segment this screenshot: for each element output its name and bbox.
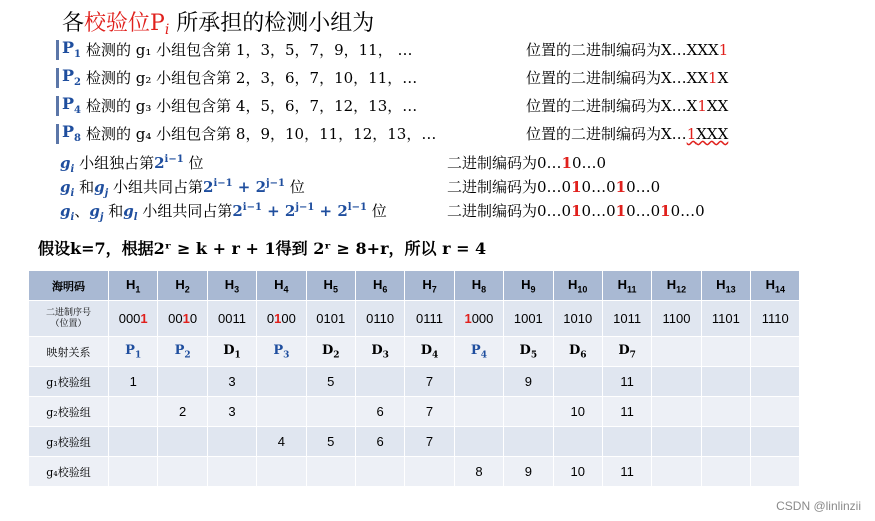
code-part: 二进制编码为0…0 <box>447 178 572 196</box>
code-part: 1 <box>660 202 671 220</box>
mapping-row <box>29 337 800 367</box>
binary-label <box>29 301 109 337</box>
group-text: 小组共同占第 <box>137 202 233 220</box>
mapping-cell <box>405 337 454 367</box>
group-check-cell: 2 <box>158 397 207 427</box>
group-check-cell <box>454 427 503 457</box>
group-check-cell <box>306 397 355 427</box>
binary-cell: 1100 <box>652 301 701 337</box>
parity-code <box>526 95 728 116</box>
group-check-cell: 7 <box>405 397 454 427</box>
code-part: 二进制编码为0… <box>447 154 562 172</box>
group-check-cell <box>553 427 602 457</box>
hamming-position-header: $H_7$ <box>405 271 454 301</box>
row-marker <box>56 40 59 60</box>
group-check-cell: 10 <box>553 457 602 487</box>
group-check-cell: 3 <box>207 397 256 427</box>
mapping-cell <box>109 337 158 367</box>
bit-index: 3 <box>283 350 290 361</box>
data-bit: $D_4$ <box>420 343 439 361</box>
parity-bit: $P_1$ <box>125 343 142 361</box>
binary-cell: 0001 <box>109 301 158 337</box>
data-bit: $D_2$ <box>321 343 340 361</box>
group-index: j <box>99 212 104 223</box>
group-check-cell <box>751 367 800 397</box>
group-check-cell <box>405 457 454 487</box>
mapping-cell <box>257 337 306 367</box>
group-index: j <box>104 188 109 199</box>
bit-index: 5 <box>530 350 538 361</box>
group-check-cell <box>207 427 256 457</box>
binary-cell: 1011 <box>602 301 651 337</box>
hamming-position-header: $H_8$ <box>454 271 503 301</box>
mapping-cell <box>701 337 750 367</box>
parity-index: 8 <box>74 133 81 145</box>
group-check-cell: 5 <box>306 367 355 397</box>
mapping-cell <box>652 337 701 367</box>
binary-cell: 0111 <box>405 301 454 337</box>
mapping-cell <box>504 337 553 367</box>
position-index: 6 <box>382 284 388 295</box>
group-check-cell: 8 <box>454 457 503 487</box>
page-title: 各校验位$P_i$ 所承担的检测小组为 <box>62 11 375 38</box>
code-suffix: XXX <box>696 125 729 143</box>
parity-row <box>56 122 796 144</box>
group-check-cell: 9 <box>504 457 553 487</box>
position-formula: $2^{i-1} + 2^{j-1} + 2^{l-1}$ <box>232 202 367 220</box>
group-index: i <box>70 212 75 223</box>
code-prefix: 位置的二进制编码为X…XX <box>526 69 709 87</box>
group-check-cell <box>109 397 158 427</box>
group-check-row <box>29 367 800 397</box>
bit-index: 2 <box>184 350 191 361</box>
group-check-cell <box>751 457 800 487</box>
data-bit: $D_6$ <box>568 343 587 361</box>
group-check-cell <box>454 397 503 427</box>
position-index: 13 <box>725 284 736 295</box>
parity-description: 检测的 g₄ 小组包含第 8，9，10，11，12，13，… <box>86 125 437 143</box>
position-index: 3 <box>234 284 240 295</box>
hamming-position-header: $H_5$ <box>306 271 355 301</box>
hamming-table <box>28 270 800 487</box>
code-suffix: X <box>717 69 729 87</box>
group-text: 位 <box>285 178 305 196</box>
code-part: 1 <box>571 202 582 220</box>
binary-one: 1 <box>274 311 282 326</box>
binary-cell: 0101 <box>306 301 355 337</box>
hamming-position-header: $H_6$ <box>355 271 404 301</box>
code-part: 0…0 <box>581 202 616 220</box>
code-part: 0…0 <box>626 178 661 196</box>
binary-cell: 1101 <box>701 301 750 337</box>
code-suffix: XX <box>706 97 729 115</box>
group-check-cell: 4 <box>257 427 306 457</box>
group-symbol: $g_j$ <box>94 178 109 199</box>
code-prefix: 位置的二进制编码为X…X <box>526 97 698 115</box>
hamming-position-header: $H_{13}$ <box>701 271 750 301</box>
code-part: 0…0 <box>670 202 705 220</box>
group-code <box>447 152 606 172</box>
group-check-label: g₂校验组 <box>29 397 109 427</box>
code-part: 1 <box>615 202 627 220</box>
position-index: 2 <box>184 284 190 295</box>
group-check-cell: 7 <box>405 427 454 457</box>
binary-cell: 0010 <box>158 301 207 337</box>
group-symbol: $g_i$ <box>60 154 75 175</box>
binary-one: 1 <box>464 311 472 326</box>
hamming-position-header: $H_1$ <box>109 271 158 301</box>
group-index: i <box>70 188 75 199</box>
group-symbol: $g_j$ <box>89 202 104 223</box>
group-check-cell <box>454 367 503 397</box>
parity-label: $P_1$ <box>62 38 81 61</box>
binary-cell: 1010 <box>553 301 602 337</box>
position-formula: $2^{i-1}$ <box>154 154 184 172</box>
group-check-cell <box>652 457 701 487</box>
group-index: i <box>70 164 75 175</box>
parity-code <box>526 39 728 60</box>
group-check-label: g₄校验组 <box>29 457 109 487</box>
code-part: 0…0 <box>626 202 661 220</box>
watermark: CSDN @linlinzii <box>776 499 861 513</box>
group-check-cell <box>751 427 800 457</box>
group-check-row <box>29 427 800 457</box>
group-check-cell <box>701 427 750 457</box>
group-check-label: g₁校验组 <box>29 367 109 397</box>
code-part: 1 <box>561 154 572 172</box>
code-highlight: 1 <box>718 41 729 59</box>
group-row <box>60 200 387 223</box>
code-part: 1 <box>571 178 582 196</box>
group-text: 和 <box>74 178 95 196</box>
parity-code <box>526 123 728 144</box>
parity-label: $P_8$ <box>62 122 81 145</box>
group-check-cell <box>207 457 256 487</box>
mapping-cell <box>454 337 503 367</box>
hamming-position-header: $H_4$ <box>257 271 306 301</box>
group-check-cell <box>355 457 404 487</box>
binary-cell: 1110 <box>751 301 800 337</box>
group-check-cell <box>158 427 207 457</box>
group-check-cell <box>257 457 306 487</box>
parity-index: 2 <box>74 77 81 89</box>
binary-one: 1 <box>140 311 148 326</box>
group-check-cell <box>257 367 306 397</box>
mapping-cell <box>355 337 404 367</box>
group-check-cell <box>158 367 207 397</box>
group-check-cell: 11 <box>602 367 651 397</box>
exponent: i−1 <box>164 154 184 165</box>
binary-cell: 1001 <box>504 301 553 337</box>
group-check-cell <box>109 427 158 457</box>
data-bit: $D_5$ <box>519 343 538 361</box>
header-label: 海明码 <box>29 271 109 301</box>
parity-index: 1 <box>74 49 81 61</box>
parity-label: $P_4$ <box>62 94 81 117</box>
parity-index: 4 <box>74 105 81 117</box>
group-check-cell <box>751 397 800 427</box>
group-symbol: $g_i$ <box>60 202 75 223</box>
data-bit: $D_1$ <box>223 343 241 361</box>
group-check-cell <box>504 427 553 457</box>
parity-description: 检测的 g₂ 小组包含第 2，3，6，7，10，11，… <box>86 69 418 87</box>
group-check-cell <box>701 397 750 427</box>
group-check-row <box>29 457 800 487</box>
parity-label: $P_2$ <box>62 66 81 89</box>
group-symbol: $g_l$ <box>123 202 138 223</box>
group-symbol: $g_i$ <box>60 178 75 199</box>
parity-row <box>56 38 796 60</box>
group-row <box>60 152 204 175</box>
group-check-row <box>29 397 800 427</box>
group-check-cell <box>652 427 701 457</box>
group-check-cell: 10 <box>553 397 602 427</box>
mapping-cell <box>553 337 602 367</box>
position-index: 9 <box>530 284 536 295</box>
exponent: j−1 <box>266 178 285 189</box>
group-check-cell: 11 <box>602 397 651 427</box>
parity-row <box>56 66 796 88</box>
group-check-cell <box>652 367 701 397</box>
mapping-label: 映射关系 <box>29 337 109 367</box>
group-check-cell <box>158 457 207 487</box>
mapping-cell <box>306 337 355 367</box>
code-prefix: 位置的二进制编码为X…XXX <box>526 41 719 59</box>
position-index: 12 <box>676 284 687 295</box>
group-code <box>447 200 705 220</box>
bit-index: 4 <box>432 350 439 361</box>
bit-index: 3 <box>382 350 389 361</box>
group-text: 小组共同占第 <box>108 178 203 196</box>
group-check-cell: 7 <box>405 367 454 397</box>
group-check-cell <box>504 397 553 427</box>
group-check-cell <box>701 367 750 397</box>
group-check-cell: 1 <box>109 367 158 397</box>
group-check-cell: 11 <box>602 457 651 487</box>
parity-bit: $P_4$ <box>470 343 487 361</box>
bit-index: 2 <box>333 350 340 361</box>
code-highlight: 1 <box>686 125 697 143</box>
mapping-cell <box>602 337 651 367</box>
position-index: 1 <box>135 284 141 295</box>
hamming-position-header: $H_{14}$ <box>751 271 800 301</box>
group-check-cell: 5 <box>306 427 355 457</box>
group-text: 小组独占第 <box>74 154 155 172</box>
group-check-cell <box>355 367 404 397</box>
row-marker <box>56 96 59 116</box>
binary-cell: 1000 <box>454 301 503 337</box>
position-index: 11 <box>627 284 637 295</box>
parity-description: 检测的 g₁ 小组包含第 1，3，5，7，9，11， … <box>86 41 413 59</box>
group-row <box>60 176 305 199</box>
exponent: j−1 <box>295 202 315 213</box>
bit-index: 7 <box>629 350 636 361</box>
hamming-position-header: $H_9$ <box>504 271 553 301</box>
binary-one: 1 <box>182 311 190 326</box>
row-marker <box>56 124 59 144</box>
mapping-cell <box>751 337 800 367</box>
group-check-cell: 3 <box>207 367 256 397</box>
code-highlight: 1 <box>708 69 718 87</box>
position-index: 8 <box>481 284 487 295</box>
group-check-cell <box>652 397 701 427</box>
data-bit: $D_3$ <box>371 343 389 361</box>
row-marker <box>56 68 59 88</box>
group-index: l <box>133 212 138 223</box>
group-check-cell <box>257 397 306 427</box>
position-index: 5 <box>332 284 338 295</box>
group-code <box>447 176 660 196</box>
group-check-cell <box>109 457 158 487</box>
mapping-cell <box>207 337 256 367</box>
parity-bit: $P_3$ <box>273 343 290 361</box>
group-check-cell: 6 <box>355 397 404 427</box>
hamming-position-header: $H_2$ <box>158 271 207 301</box>
group-check-label: g₃校验组 <box>29 427 109 457</box>
parity-bit: $P_2$ <box>174 343 191 361</box>
binary-cell: 0100 <box>257 301 306 337</box>
exponent: l−1 <box>347 202 367 213</box>
group-text: 位 <box>366 202 387 220</box>
bit-index: 4 <box>480 350 487 361</box>
position-formula: $2^{i-1} + 2^{j-1}$ <box>203 178 285 196</box>
group-check-cell <box>306 457 355 487</box>
binary-label-line: （位置） <box>50 318 87 329</box>
binary-row <box>29 301 800 337</box>
hamming-position-header: $H_{12}$ <box>652 271 701 301</box>
group-check-cell: 9 <box>504 367 553 397</box>
parity-description: 检测的 g₃ 小组包含第 4，5，6，7，12，13，… <box>86 97 418 115</box>
bit-index: 6 <box>580 350 587 361</box>
position-index: 14 <box>774 284 785 295</box>
group-check-cell <box>602 427 651 457</box>
position-index: 10 <box>577 284 588 295</box>
code-part: 1 <box>615 178 627 196</box>
exponent: i−1 <box>213 178 233 189</box>
hamming-position-header: $H_{10}$ <box>553 271 602 301</box>
bit-index: 1 <box>134 350 142 361</box>
parity-code <box>526 67 728 88</box>
code-part: 0…0 <box>581 178 616 196</box>
group-text: 位 <box>183 154 204 172</box>
parity-row <box>56 94 796 116</box>
binary-cell: 0011 <box>207 301 256 337</box>
group-text: 和 <box>103 202 124 220</box>
data-bit: $D_7$ <box>618 343 636 361</box>
exponent: i−1 <box>242 202 262 213</box>
code-highlight: 1 <box>697 97 707 115</box>
position-index: 4 <box>283 284 289 295</box>
group-text: 、 <box>74 202 90 220</box>
group-check-cell: 6 <box>355 427 404 457</box>
group-check-cell <box>701 457 750 487</box>
group-check-cell <box>553 367 602 397</box>
binary-label-line: 二进制序号 <box>45 307 91 318</box>
assumption-text: 假设k=7，根据2ʳ ≥ k + r + 1得到 2ʳ ≥ 8+r，所以 r = 4 <box>38 239 487 258</box>
hamming-position-header: $H_{11}$ <box>602 271 651 301</box>
binary-cell: 0110 <box>355 301 404 337</box>
table-header-row <box>29 271 800 301</box>
code-part: 0…0 <box>571 154 607 172</box>
hamming-position-header: $H_3$ <box>207 271 256 301</box>
code-prefix: 位置的二进制编码为X… <box>526 125 687 143</box>
position-index: 7 <box>431 284 437 295</box>
code-part: 二进制编码为0…0 <box>447 202 572 220</box>
bit-index: 1 <box>234 350 241 361</box>
mapping-cell <box>158 337 207 367</box>
